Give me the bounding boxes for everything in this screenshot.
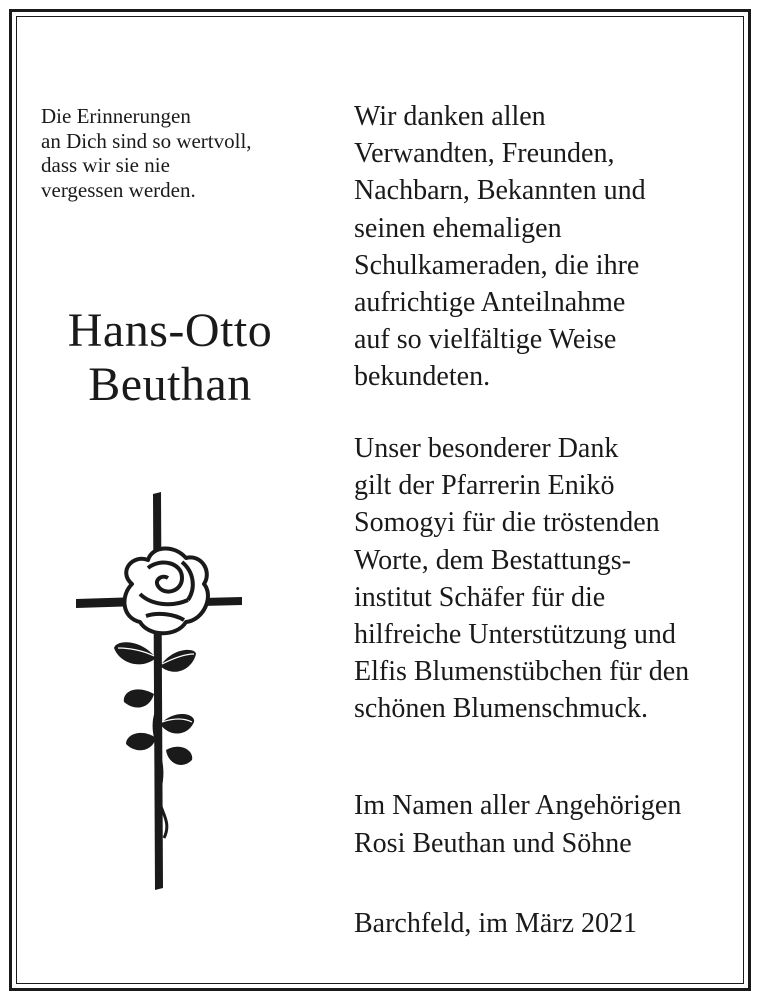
thanks-line: Schulkameraden, die ihre bbox=[354, 249, 640, 281]
signature-line: Im Namen aller Angehörigen bbox=[354, 790, 682, 821]
quote-line: vergessen werden. bbox=[41, 177, 196, 202]
thanks-line: Wir danken allen bbox=[354, 101, 546, 132]
signature-block bbox=[354, 787, 681, 863]
special-thanks-line: gilt der Pfarrerin Enikö bbox=[354, 470, 615, 502]
quote-line: an Dich sind so wertvoll, bbox=[41, 128, 252, 153]
thanks-line: bekundeten. bbox=[354, 361, 491, 393]
special-thanks-line: Somogyi für die tröstenden bbox=[354, 507, 660, 539]
thanks-line: seinen ehemaligen bbox=[354, 212, 562, 244]
special-thanks-line: hilfreiche Unterstützung und bbox=[354, 619, 676, 651]
thanks-paragraph bbox=[354, 98, 744, 396]
special-thanks-line: Worte, dem Bestattungs- bbox=[354, 544, 631, 576]
deceased-name bbox=[20, 304, 320, 412]
quote-line: dass wir sie nie bbox=[41, 153, 170, 177]
memorial-quote bbox=[41, 104, 311, 202]
rose-bloom bbox=[124, 548, 208, 633]
quote-line: Die Erinnerungen bbox=[41, 104, 191, 128]
deceased-last-name: Beuthan bbox=[88, 358, 252, 411]
thanks-line: Nachbarn, Bekannten und bbox=[354, 175, 646, 207]
special-thanks-paragraph bbox=[354, 430, 689, 728]
place-and-date: Barchfeld, im März 2021 bbox=[354, 908, 638, 939]
thanks-line: auf so vielfältige Weise bbox=[354, 324, 617, 356]
special-thanks-line: Unser besonderer Dank bbox=[354, 433, 619, 464]
thanks-line: Verwandten, Freunden, bbox=[354, 138, 615, 170]
thanks-line: aufrichtige Anteilnahme bbox=[354, 287, 626, 319]
special-thanks-line: Elfis Blumenstübchen für den bbox=[354, 656, 690, 688]
special-thanks-line: institut Schäfer für die bbox=[354, 581, 606, 613]
special-thanks-line: schönen Blumenschmuck. bbox=[354, 693, 648, 725]
signature-names: Rosi Beuthan und Söhne bbox=[354, 827, 632, 859]
cross-with-rose-icon bbox=[70, 488, 250, 893]
deceased-first-name: Hans-Otto bbox=[67, 304, 273, 357]
